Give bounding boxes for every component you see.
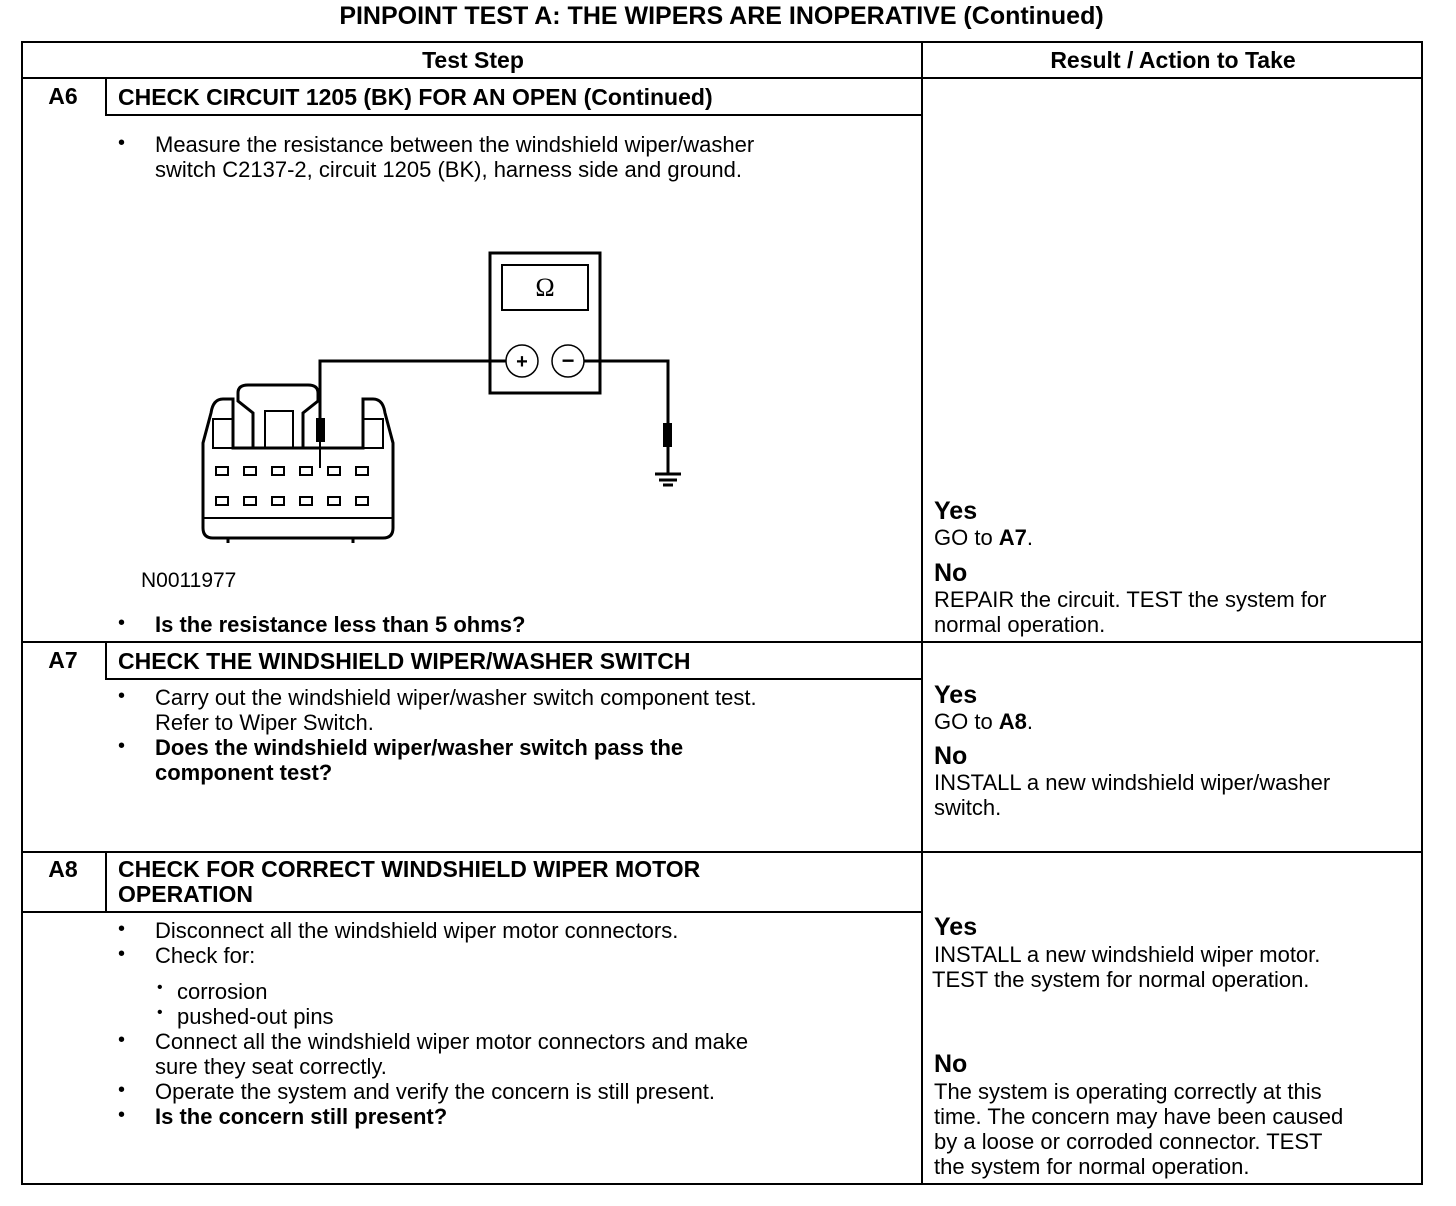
step-question-a7: Does the windshield wiper/washer switch pass the: [155, 735, 684, 760]
no-action-line: the system for normal operation.: [934, 1154, 1250, 1179]
step-id-divider: [105, 643, 107, 679]
instruction-line: Disconnect all the windshield wiper motor connectors.: [155, 918, 679, 943]
go-to-link-a7[interactable]: A7: [998, 525, 1027, 550]
step-question-a7: component test?: [155, 760, 333, 785]
step-title-divider: [23, 911, 921, 913]
figure-id: N0011977: [141, 569, 237, 592]
no-label-a6: No: [934, 559, 968, 587]
bullet: •: [118, 1104, 126, 1126]
go-to-link-a8[interactable]: A8: [998, 709, 1027, 734]
row-divider: [23, 851, 1423, 853]
yes-action-suffix: .: [1026, 525, 1034, 550]
no-action-line: normal operation.: [934, 612, 1106, 637]
ohm-symbol: Ω: [535, 273, 555, 302]
step-title-divider: [105, 114, 921, 116]
connector-c2137-icon: [203, 385, 393, 543]
header-result: Result / Action to Take: [1050, 47, 1296, 73]
instruction-line: Connect all the windshield wiper motor connectors and make: [155, 1029, 749, 1054]
bullet: •: [118, 735, 126, 757]
instruction-line: switch C2137-2, circuit 1205 (BK), harness side and ground.: [155, 157, 742, 182]
header-divider: [23, 77, 1423, 79]
instruction-subitem: corrosion: [177, 979, 268, 1004]
instruction-line: Refer to Wiper Switch.: [155, 710, 374, 735]
plus-terminal-icon: +: [516, 351, 528, 373]
step-id-a6: A6: [48, 83, 78, 109]
no-action-line: The system is operating correctly at this: [934, 1079, 1322, 1104]
sub-bullet: •: [157, 979, 163, 996]
no-label-a8: No: [934, 1050, 968, 1078]
instruction-line: Check for:: [155, 943, 256, 968]
instruction-subitem: pushed-out pins: [177, 1004, 334, 1029]
yes-action-a6: [934, 525, 1033, 550]
minus-terminal-icon: −: [561, 348, 575, 373]
step-title-a7: CHECK THE WINDSHIELD WIPER/WASHER SWITCH: [118, 648, 691, 674]
no-action-line: switch.: [934, 795, 1002, 820]
yes-label-a8: Yes: [934, 913, 978, 941]
yes-action-line: INSTALL a new windshield wiper motor.: [934, 942, 1321, 967]
no-action-line: REPAIR the circuit. TEST the system for: [934, 587, 1327, 612]
step-question-a8: Is the concern still present?: [155, 1104, 448, 1129]
negative-probe-icon: [663, 423, 672, 473]
column-divider: [921, 43, 923, 1185]
yes-action-line: TEST the system for normal operation.: [932, 967, 1310, 992]
bullet: •: [118, 918, 126, 940]
bullet: •: [118, 132, 126, 154]
step-title-a8: CHECK FOR CORRECT WINDSHIELD WIPER MOTOR: [118, 856, 701, 882]
wiring-diagram: [153, 243, 713, 543]
instruction-line: sure they seat correctly.: [155, 1054, 387, 1079]
yes-action-text: GO to: [934, 525, 999, 550]
yes-label-a7: Yes: [934, 681, 978, 709]
bullet: •: [118, 685, 126, 707]
pinpoint-test-table: [21, 41, 1423, 1185]
step-question-a6: Is the resistance less than 5 ohms?: [155, 612, 526, 637]
step-id-a8: A8: [48, 856, 78, 882]
yes-label-a6: Yes: [934, 497, 978, 525]
bullet: •: [118, 612, 126, 634]
bullet: •: [118, 1079, 126, 1101]
step-id-divider: [105, 78, 107, 115]
no-action-line: time. The concern may have been caused: [934, 1104, 1344, 1129]
bullet: •: [118, 943, 126, 965]
bullet: •: [118, 1029, 126, 1051]
instruction-line: Carry out the windshield wiper/washer switch component test.: [155, 685, 757, 710]
step-title-a8: OPERATION: [118, 881, 254, 907]
instruction-line: Measure the resistance between the windshield wiper/washer: [155, 132, 755, 157]
yes-action-a7: [934, 709, 1033, 734]
no-action-line: by a loose or corroded connector. TEST: [934, 1129, 1323, 1154]
instruction-line: Operate the system and verify the concern is still present.: [155, 1079, 716, 1104]
step-title-divider: [105, 678, 921, 680]
no-action-line: INSTALL a new windshield wiper/washer: [934, 770, 1331, 795]
row-divider: [23, 641, 1423, 643]
sub-bullet: •: [157, 1004, 163, 1021]
page-title: PINPOINT TEST A: THE WIPERS ARE INOPERATIVE (Continued): [339, 2, 1104, 30]
yes-action-text: GO to: [934, 709, 999, 734]
ground-icon: [655, 474, 681, 485]
yes-action-suffix: .: [1026, 709, 1034, 734]
step-id-divider: [105, 853, 107, 913]
header-test-step: Test Step: [422, 47, 524, 73]
no-label-a7: No: [934, 742, 968, 770]
step-id-a7: A7: [48, 647, 78, 673]
step-title-a6: CHECK CIRCUIT 1205 (BK) FOR AN OPEN (Continued): [118, 84, 713, 110]
positive-probe-icon: [316, 418, 325, 468]
